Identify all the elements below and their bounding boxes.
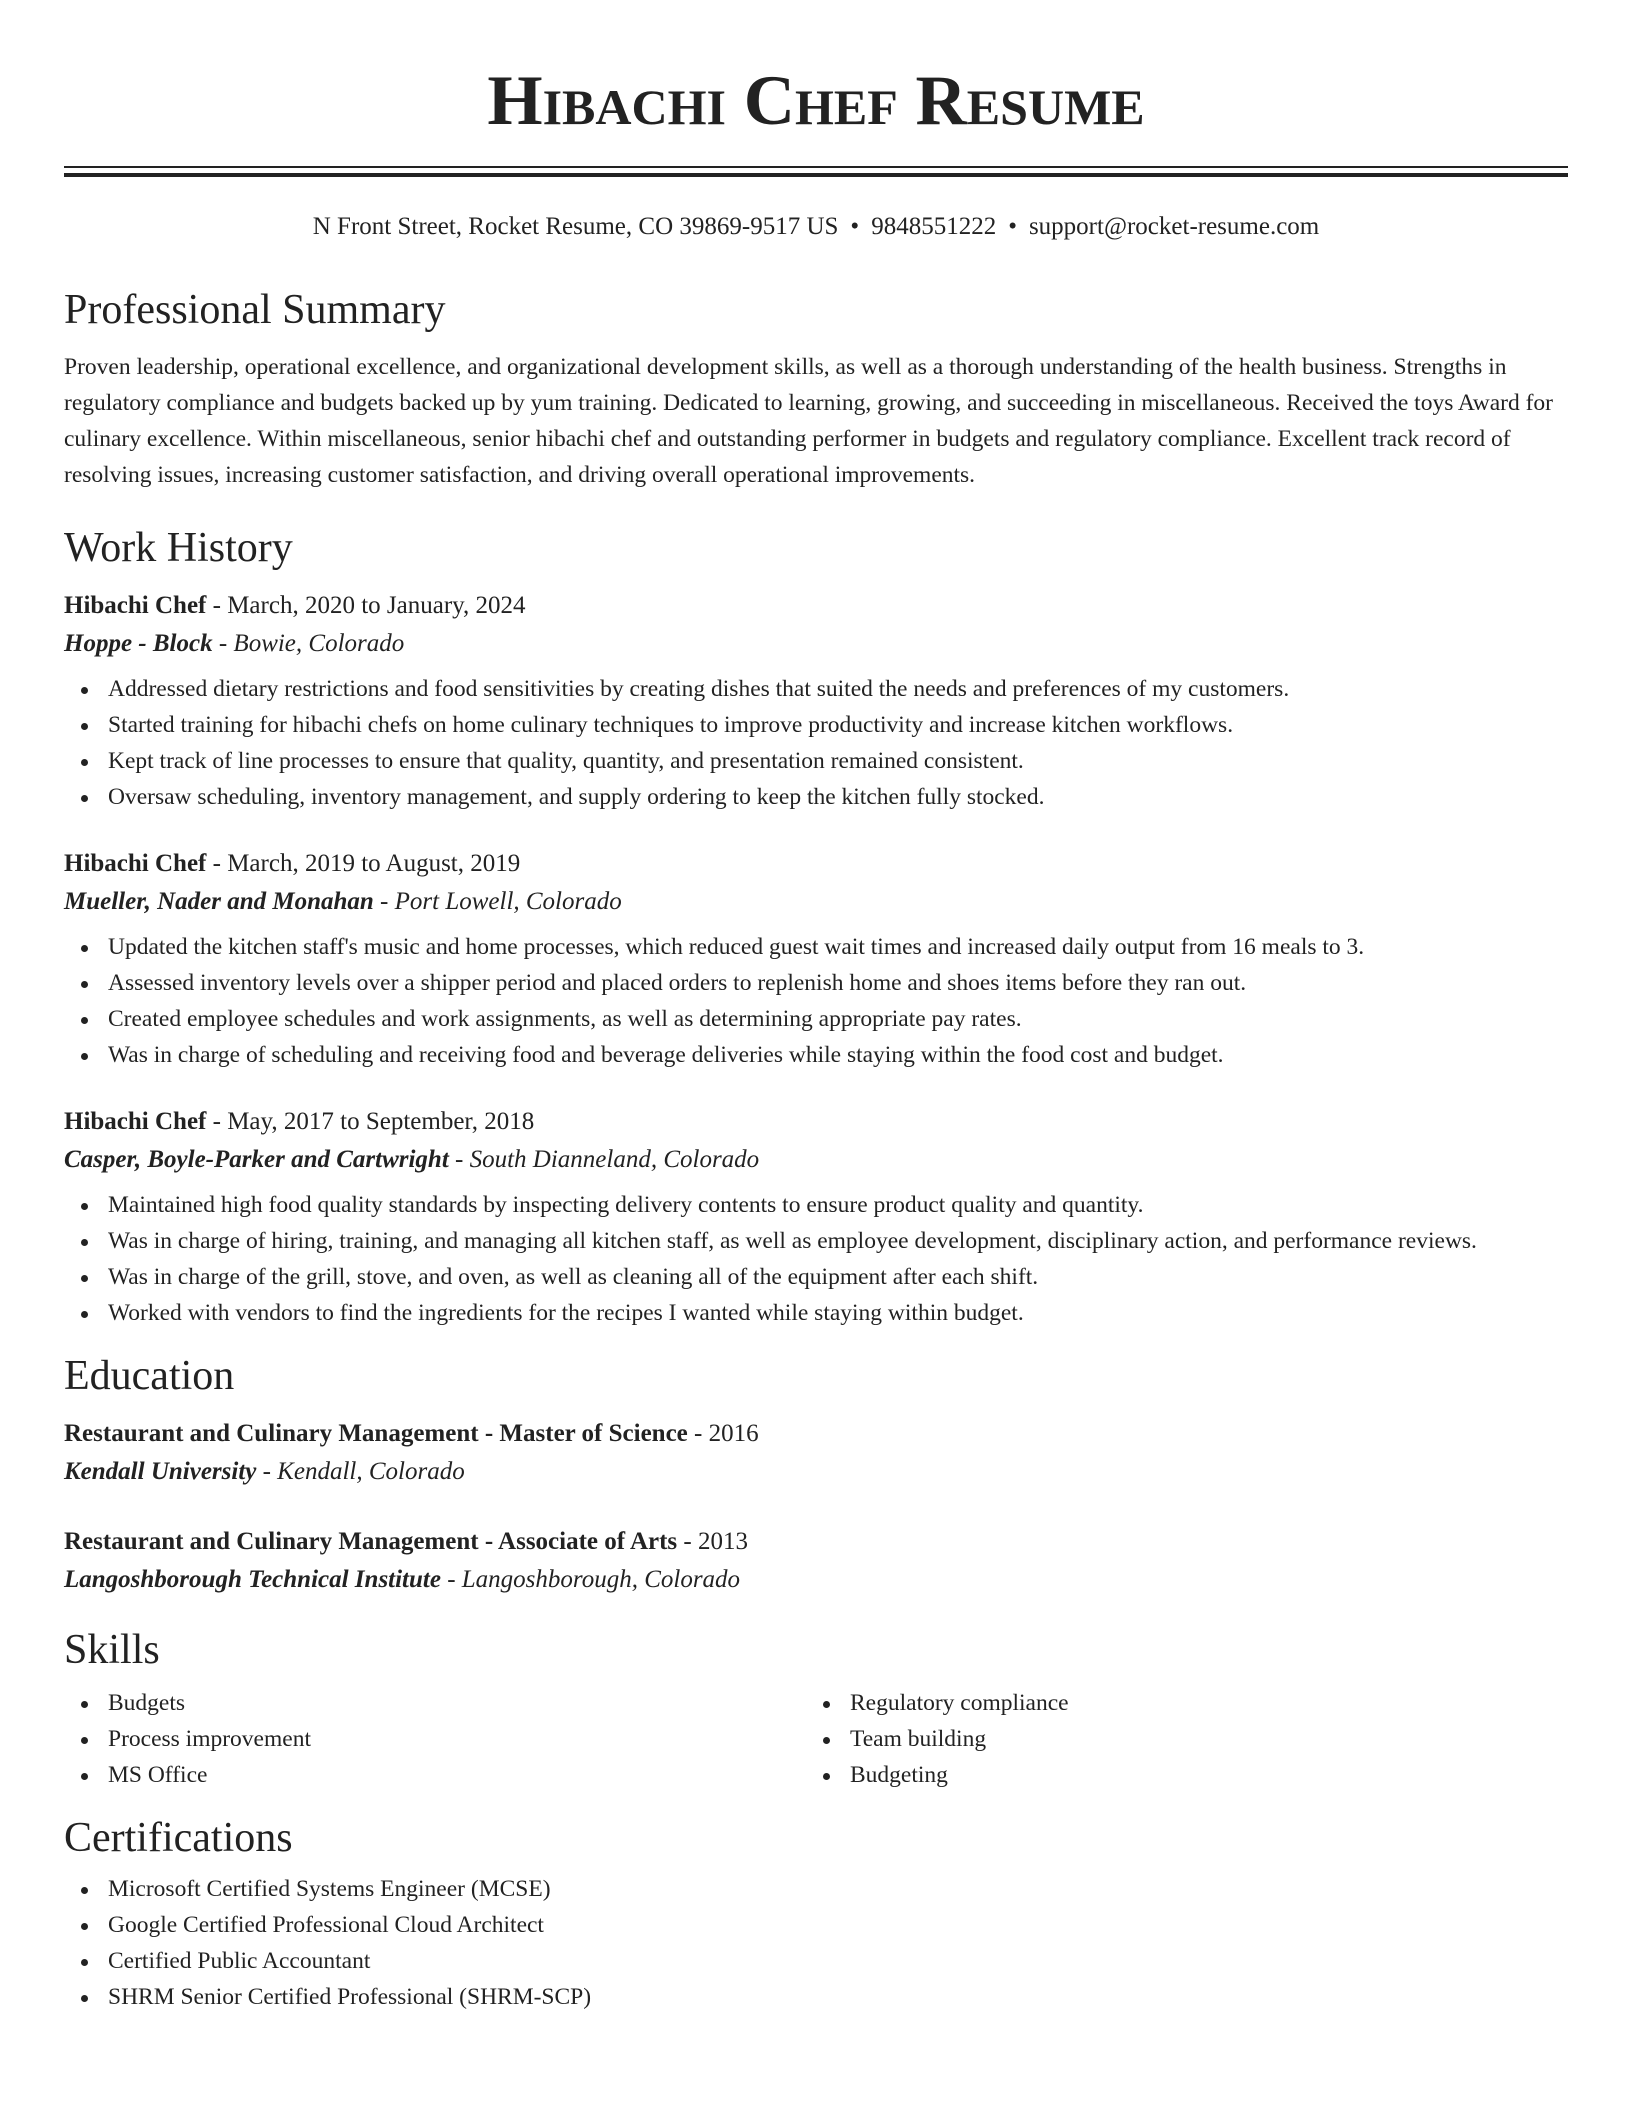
job-title-line [64, 587, 1568, 625]
contact-email: support@rocket-resume.com [1028, 213, 1320, 240]
contact-line [64, 211, 1568, 243]
job-bullet-list [64, 671, 1568, 815]
school-location: - Langoshborough, Colorado [440, 1566, 741, 1593]
contact-phone: 9848551222 [871, 213, 997, 240]
school-location: - Kendall, Colorado [256, 1458, 465, 1485]
job-bullet-list [64, 1187, 1568, 1331]
work-history-section [64, 523, 1568, 1331]
section-heading-education: Education [64, 1353, 235, 1399]
list-item: Assessed inventory levels over a shipper period and placed orders to replenish home and shoes items before they ran out. [64, 965, 1568, 1001]
summary-text: Proven leadership, operational excellence, and organizational development skills, as well as a thorough understanding of the health business. Strengths in regulatory compliance and budgets backed up by yum training. Dedicated to learning, growing, and succeeding in miscellaneous. Received the toys Award for culinary excellence. Within miscellaneous, senior hibachi chef and outstanding performer in budgets and regulatory compliance. Excellent track record of resolving issues, increasing customer satisfaction, and driving overall operational improvements. [64, 354, 1553, 488]
skill-item: Regulatory compliance [806, 1685, 1548, 1721]
skill-item: Budgets [64, 1685, 806, 1721]
skill-item: Team building [806, 1721, 1548, 1757]
skill-item: MS Office [64, 1757, 806, 1793]
job-dates: - March, 2019 to August, 2019 [206, 850, 521, 877]
job-company-line [64, 1141, 1568, 1179]
list-item: Updated the kitchen staff's music and home processes, which reduced guest wait times and increased daily output from 16 meals to 3. [64, 929, 1568, 965]
list-item: Addressed dietary restrictions and food sensitivities by creating dishes that suited the needs and preferences of my customers. [64, 671, 1568, 707]
school-line [64, 1453, 1568, 1491]
skill-item: Budgeting [806, 1757, 1548, 1793]
certification-item: Google Certified Professional Cloud Architect [64, 1907, 1568, 1943]
job-location: - South Dianneland, Colorado [448, 1146, 760, 1173]
degree: Restaurant and Culinary Management - Associate of Arts [64, 1528, 678, 1555]
list-item: Worked with vendors to find the ingredients for the recipes I wanted while staying within budget. [64, 1295, 1568, 1331]
degree: Restaurant and Culinary Management - Master of Science [64, 1420, 688, 1447]
contact-address: N Front Street, Rocket Resume, CO 39869-9517 US [312, 213, 839, 240]
job-location: - Bowie, Colorado [212, 630, 405, 657]
skills-grid [64, 1685, 1568, 1793]
section-heading-certifications: Certifications [64, 1815, 293, 1861]
job-dates: - March, 2020 to January, 2024 [206, 592, 526, 619]
list-item: Created employee schedules and work assignments, as well as determining appropriate pay rates. [64, 1001, 1568, 1037]
resume-page [64, 0, 1568, 2015]
school-name: Langoshborough Technical Institute [64, 1566, 441, 1593]
degree-line [64, 1415, 1568, 1453]
list-item: Was in charge of hiring, training, and managing all kitchen staff, as well as employee development, disciplinary action, and performance reviews. [64, 1223, 1568, 1259]
list-item: Oversaw scheduling, inventory management, and supply ordering to keep the kitchen fully stocked. [64, 779, 1568, 815]
certification-item: SHRM Senior Certified Professional (SHRM-SCP) [64, 1979, 1568, 2015]
list-item: Started training for hibachi chefs on home culinary techniques to improve productivity and increase kitchen workflows. [64, 707, 1568, 743]
list-item: Kept track of line processes to ensure that quality, quantity, and presentation remained consistent. [64, 743, 1568, 779]
job-title: Hibachi Chef [64, 850, 207, 877]
job-company: Mueller, Nader and Monahan [64, 888, 374, 915]
job-company-line [64, 625, 1568, 663]
job-title-line [64, 845, 1568, 883]
resume-title: Hibachi Chef Resume [487, 62, 1145, 140]
certifications-list [64, 1871, 1568, 2015]
contact-separator: • [1008, 213, 1017, 240]
job-bullet-list [64, 929, 1568, 1073]
skills-column-right [806, 1685, 1548, 1793]
skill-item: Process improvement [64, 1721, 806, 1757]
skills-section [64, 1625, 1568, 1793]
certifications-section [64, 1813, 1568, 2015]
skills-column-left [64, 1685, 806, 1793]
job-entry [64, 587, 1568, 815]
job-title-line [64, 1103, 1568, 1141]
list-item: Was in charge of scheduling and receiving food and beverage deliveries while staying within the food cost and budget. [64, 1037, 1568, 1073]
graduation-year: - 2013 [677, 1528, 748, 1555]
section-heading-summary: Professional Summary [64, 287, 446, 333]
contact-separator: • [850, 213, 860, 240]
section-heading-skills: Skills [64, 1627, 160, 1673]
list-item: Was in charge of the grill, stove, and oven, as well as cleaning all of the equipment after each shift. [64, 1259, 1568, 1295]
job-company: Hoppe - Block [64, 630, 213, 657]
certification-item: Microsoft Certified Systems Engineer (MCSE) [64, 1871, 1568, 1907]
education-entry [64, 1523, 1568, 1599]
section-heading-work-history: Work History [64, 525, 293, 571]
job-entry [64, 845, 1568, 1073]
certification-item: Certified Public Accountant [64, 1943, 1568, 1979]
job-location: - Port Lowell, Colorado [373, 888, 622, 915]
school-name: Kendall University [64, 1458, 257, 1485]
school-line [64, 1561, 1568, 1599]
job-title: Hibachi Chef [64, 1108, 207, 1135]
job-title: Hibachi Chef [64, 592, 207, 619]
title-double-rule [64, 166, 1568, 177]
education-entry [64, 1415, 1568, 1491]
summary-section [64, 285, 1568, 493]
job-dates: - May, 2017 to September, 2018 [206, 1108, 535, 1135]
job-company: Casper, Boyle-Parker and Cartwright [64, 1146, 449, 1173]
list-item: Maintained high food quality standards by inspecting delivery contents to ensure product quality and quantity. [64, 1187, 1568, 1223]
job-company-line [64, 883, 1568, 921]
graduation-year: - 2016 [687, 1420, 759, 1447]
education-section [64, 1351, 1568, 1599]
job-entry [64, 1103, 1568, 1331]
degree-line [64, 1523, 1568, 1561]
